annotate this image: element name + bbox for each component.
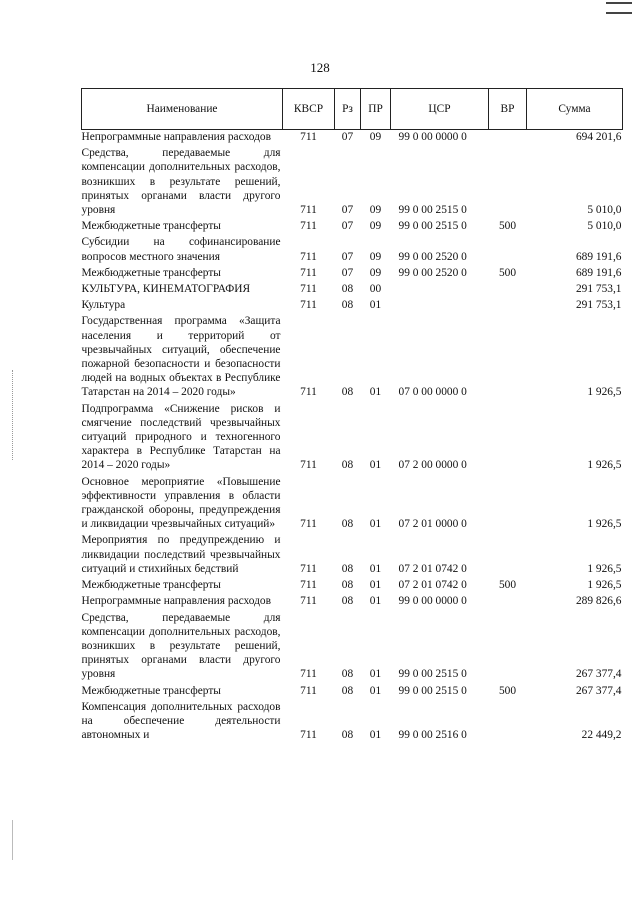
cell-sum: 1 926,5 — [587, 386, 622, 399]
cell-pr: 09 — [369, 250, 382, 263]
cell-vr — [489, 144, 527, 217]
cell-name: Межбюджетные трансферты — [81, 266, 221, 279]
cell-vr — [489, 130, 527, 145]
header-kvsr: КВСР — [283, 89, 335, 130]
table-row — [82, 609, 623, 682]
cell-vr — [489, 280, 527, 296]
cell-name: Межбюджетные трансферты — [81, 220, 221, 233]
cell-sum: 289 826,6 — [575, 595, 622, 608]
cell-pr: 01 — [369, 562, 382, 575]
cell-pr: 09 — [369, 204, 382, 217]
cell-csr — [391, 280, 489, 296]
cell-pr: 01 — [369, 668, 382, 681]
header-name: Наименование — [82, 89, 283, 130]
cell-sum: 1 926,5 — [587, 562, 622, 575]
cell-rz: 08 — [341, 668, 354, 681]
cell-rz: 08 — [341, 299, 354, 312]
table-row — [82, 698, 623, 743]
cell-csr: 99 0 00 2516 0 — [398, 729, 467, 742]
table-row — [82, 576, 623, 592]
page-number: 128 — [310, 60, 330, 75]
cell-name: Основное мероприятие «Повышение эффективности управления в области гражданской обороны, предупреждения и ликвидации чрезвычайных ситуаций» — [81, 475, 281, 531]
cell-rz: 08 — [341, 386, 354, 399]
scan-edge-mark — [12, 370, 14, 460]
cell-pr: 09 — [369, 131, 382, 143]
cell-kvsr: 711 — [300, 518, 317, 531]
cell-csr: 07 2 01 0742 0 — [398, 579, 467, 592]
cell-pr: 01 — [369, 299, 382, 312]
cell-sum: 1 926,5 — [587, 518, 622, 531]
corner-scan-mark — [606, 2, 632, 14]
cell-pr: 00 — [369, 283, 382, 296]
cell-pr: 01 — [369, 729, 382, 742]
cell-rz: 08 — [341, 562, 354, 575]
cell-csr: 99 0 00 2515 0 — [398, 668, 467, 681]
cell-kvsr: 711 — [300, 204, 317, 217]
cell-pr: 01 — [369, 386, 382, 399]
cell-pr: 01 — [369, 595, 382, 608]
cell-kvsr: 711 — [300, 250, 317, 263]
cell-pr: 09 — [369, 266, 382, 279]
cell-name: Средства, передаваемые для компенсации дополнительных расходов, возникших в результате решений, принятых органами власти другого уровня — [81, 611, 281, 681]
cell-name: Субсидии на софинансирование вопросов местного значения — [81, 236, 281, 263]
cell-name: Государственная программа «Защита населения и территорий от чрезвычайных ситуаций, обеспечение пожарной безопасности и безопасности людей на водных объектах в Республике Татарстан на 2014 – 2020 годы» — [81, 315, 281, 399]
cell-name: Культура — [81, 299, 126, 312]
cell-vr — [489, 592, 527, 608]
cell-kvsr: 711 — [300, 668, 317, 681]
table-row — [82, 296, 623, 312]
cell-vr: 500 — [498, 220, 517, 233]
header-pr: ПР — [361, 89, 391, 130]
scan-edge-mark — [12, 820, 14, 860]
cell-rz: 07 — [341, 131, 354, 143]
cell-vr — [489, 233, 527, 263]
cell-name: Непрограммные направления расходов — [81, 131, 272, 143]
table-row — [82, 592, 623, 608]
table-row — [82, 682, 623, 698]
cell-csr: 99 0 00 0000 0 — [398, 595, 467, 608]
cell-vr — [489, 609, 527, 682]
table-row — [82, 217, 623, 233]
cell-sum: 267 377,4 — [575, 668, 622, 681]
cell-kvsr: 711 — [300, 266, 317, 279]
table-header-row — [82, 89, 623, 130]
cell-sum: 694 201,6 — [575, 131, 622, 143]
table-row — [82, 312, 623, 399]
table-body — [82, 130, 623, 743]
header-rz: Рз — [335, 89, 361, 130]
budget-table — [81, 88, 623, 742]
cell-name: Межбюджетные трансферты — [81, 684, 221, 697]
cell-pr: 01 — [369, 579, 382, 592]
cell-kvsr: 711 — [300, 684, 317, 697]
cell-name: Межбюджетные трансферты — [81, 579, 221, 592]
table-row — [82, 130, 623, 145]
cell-sum: 5 010,0 — [587, 204, 622, 217]
cell-rz: 08 — [341, 684, 354, 697]
cell-vr — [489, 400, 527, 473]
header-vr: ВР — [489, 89, 527, 130]
cell-kvsr: 711 — [300, 562, 317, 575]
table-row — [82, 531, 623, 576]
header-sum: Сумма — [527, 89, 623, 130]
cell-csr: 99 0 00 2515 0 — [398, 204, 467, 217]
cell-kvsr: 711 — [300, 595, 317, 608]
cell-kvsr: 711 — [300, 729, 317, 742]
cell-name: Компенсация дополнительных расходов на обеспечение деятельности автономных и — [81, 700, 281, 742]
cell-pr: 01 — [369, 684, 382, 697]
table-row — [82, 280, 623, 296]
cell-sum: 267 377,4 — [575, 684, 622, 697]
cell-sum: 291 753,1 — [575, 283, 622, 296]
cell-name: Мероприятия по предупреждению и ликвидации последствий чрезвычайных ситуаций и стихийных бедствий — [81, 534, 281, 575]
cell-sum: 689 191,6 — [575, 266, 622, 279]
cell-sum: 5 010,0 — [587, 220, 622, 233]
table-row — [82, 233, 623, 263]
table-row — [82, 144, 623, 217]
cell-rz: 07 — [341, 250, 354, 263]
cell-csr: 99 0 00 2520 0 — [398, 250, 467, 263]
cell-sum: 22 449,2 — [581, 729, 622, 742]
cell-pr: 01 — [369, 459, 382, 472]
cell-vr — [489, 312, 527, 399]
cell-kvsr: 711 — [300, 386, 317, 399]
cell-rz: 08 — [341, 283, 354, 296]
cell-rz: 08 — [341, 459, 354, 472]
cell-rz: 08 — [341, 518, 354, 531]
cell-kvsr: 711 — [300, 131, 317, 143]
cell-csr: 07 2 01 0000 0 — [398, 518, 467, 531]
cell-vr: 500 — [498, 579, 517, 592]
cell-kvsr: 711 — [300, 220, 317, 233]
cell-rz: 08 — [341, 729, 354, 742]
cell-csr: 07 2 00 0000 0 — [398, 459, 467, 472]
cell-pr: 09 — [369, 220, 382, 233]
cell-rz: 07 — [341, 220, 354, 233]
table-row — [82, 473, 623, 532]
cell-sum: 291 753,1 — [575, 299, 622, 312]
cell-csr: 07 0 00 0000 0 — [398, 386, 467, 399]
cell-name: Непрограммные направления расходов — [81, 595, 272, 608]
cell-csr — [391, 296, 489, 312]
cell-vr — [489, 698, 527, 743]
cell-sum: 689 191,6 — [575, 250, 622, 263]
cell-kvsr: 711 — [300, 579, 317, 592]
table-row — [82, 264, 623, 280]
cell-kvsr: 711 — [300, 459, 317, 472]
cell-csr: 99 0 00 2520 0 — [398, 266, 467, 279]
cell-name: Подпрограмма «Снижение рисков и смягчение последствий чрезвычайных ситуаций природного и техногенного характера в Республике Татарстан на 2014 – 2020 годы» — [81, 402, 281, 472]
cell-rz: 08 — [341, 579, 354, 592]
cell-csr: 99 0 00 0000 0 — [398, 131, 467, 143]
cell-csr: 99 0 00 2515 0 — [398, 684, 467, 697]
table-row — [82, 400, 623, 473]
cell-sum: 1 926,5 — [587, 579, 622, 592]
cell-name: КУЛЬТУРА, КИНЕМАТОГРАФИЯ — [81, 283, 251, 296]
cell-vr — [489, 531, 527, 576]
cell-csr: 99 0 00 2515 0 — [398, 220, 467, 233]
cell-rz: 07 — [341, 266, 354, 279]
cell-vr: 500 — [498, 684, 517, 697]
cell-rz: 08 — [341, 595, 354, 608]
cell-vr: 500 — [498, 266, 517, 279]
cell-sum: 1 926,5 — [587, 459, 622, 472]
cell-pr: 01 — [369, 518, 382, 531]
cell-vr — [489, 296, 527, 312]
cell-vr — [489, 473, 527, 532]
header-csr: ЦСР — [391, 89, 489, 130]
cell-csr: 07 2 01 0742 0 — [398, 562, 467, 575]
cell-kvsr: 711 — [300, 283, 317, 296]
cell-name: Средства, передаваемые для компенсации дополнительных расходов, возникших в результате решений, принятых органами власти другого уровня — [81, 147, 281, 217]
cell-kvsr: 711 — [300, 299, 317, 312]
cell-rz: 07 — [341, 204, 354, 217]
